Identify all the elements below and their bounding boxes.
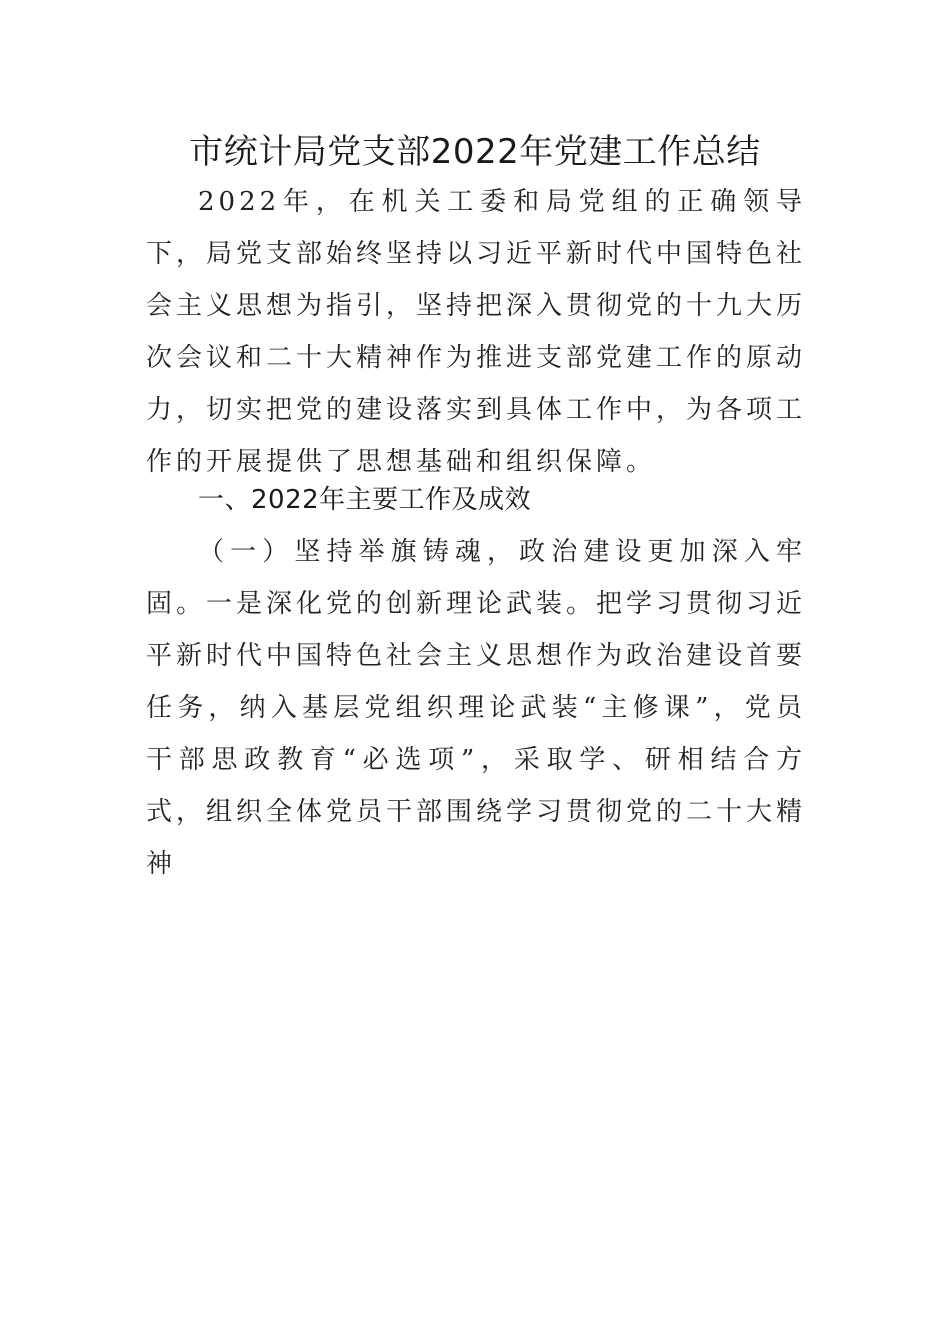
section-paragraph: （一）坚持举旗铸魂，政治建设更加深入牢固。一是深化党的创新理论武装。把学习贯彻习近平新时代中国特色社会主义思想作为政治建设首要任务，纳入基层党组织理论武装“主修课”，党员干部思政教育“必选项”，采取学、研相结合方式，组织全体党员干部围绕学习贯彻党的二十大精神	[146, 537, 807, 879]
document-title: 市统计局党支部2022年党建工作总结	[189, 132, 761, 172]
intro-paragraph: 2022年，在机关工委和局党组的正确领导下，局党支部始终坚持以习近平新时代中国特色社会主义思想为指引，坚持把深入贯彻党的十九大历次会议和二十大精神作为推进支部党建工作的原动力，切实把党的建设落实到具体工作中，为各项工作的开展提供了思想基础和组织保障。	[146, 187, 807, 477]
section-heading: 一、2022年主要工作及成效	[198, 485, 532, 515]
